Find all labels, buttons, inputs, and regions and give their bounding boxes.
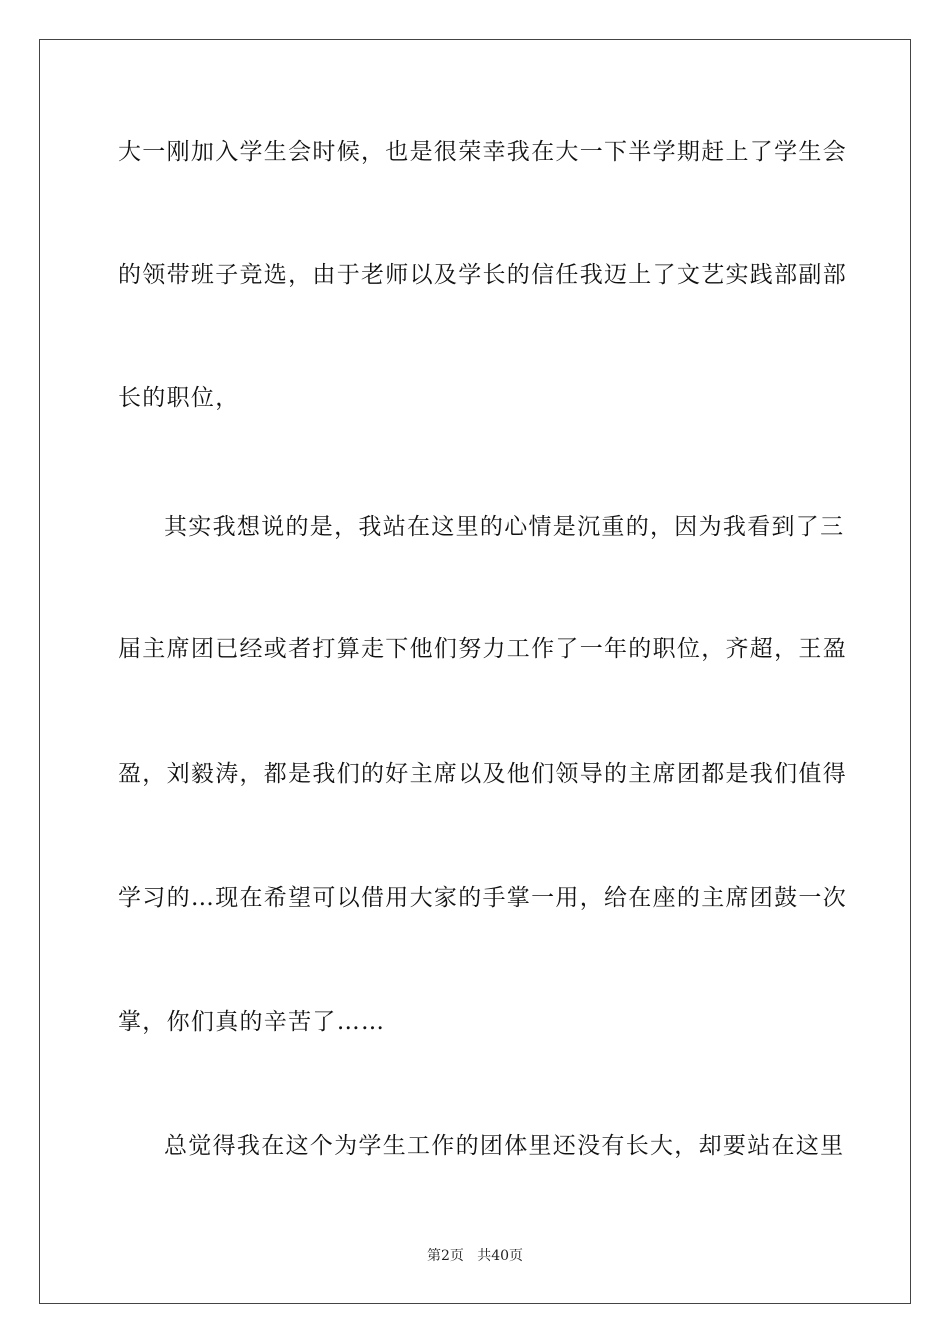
page-number: 第2页 共40页	[426, 1248, 524, 1264]
text-line: 届主席团已经或者打算走下他们努力工作了一年的职位，齐超，王盈	[118, 636, 847, 662]
text-line: 盈，刘毅涛，都是我们的好主席以及他们领导的主席团都是我们值得	[118, 761, 847, 787]
text-line: 长的职位，	[118, 385, 240, 411]
paragraph-first-line: 总觉得我在这个为学生工作的团体里还没有长大，却要站在这里	[164, 1133, 845, 1159]
text-line: 学习的…现在希望可以借用大家的手掌一用，给在座的主席团鼓一次	[118, 885, 847, 911]
text-line: 掌，你们真的辛苦了……	[118, 1009, 386, 1035]
text-line: 的领带班子竞选，由于老师以及学长的信任我迈上了文艺实践部副部	[118, 262, 847, 288]
page-border	[39, 39, 911, 1304]
text-line: 大一刚加入学生会时候，也是很荣幸我在大一下半学期赶上了学生会	[118, 139, 847, 165]
paragraph-first-line: 其实我想说的是，我站在这里的心情是沉重的，因为我看到了三	[164, 514, 845, 540]
